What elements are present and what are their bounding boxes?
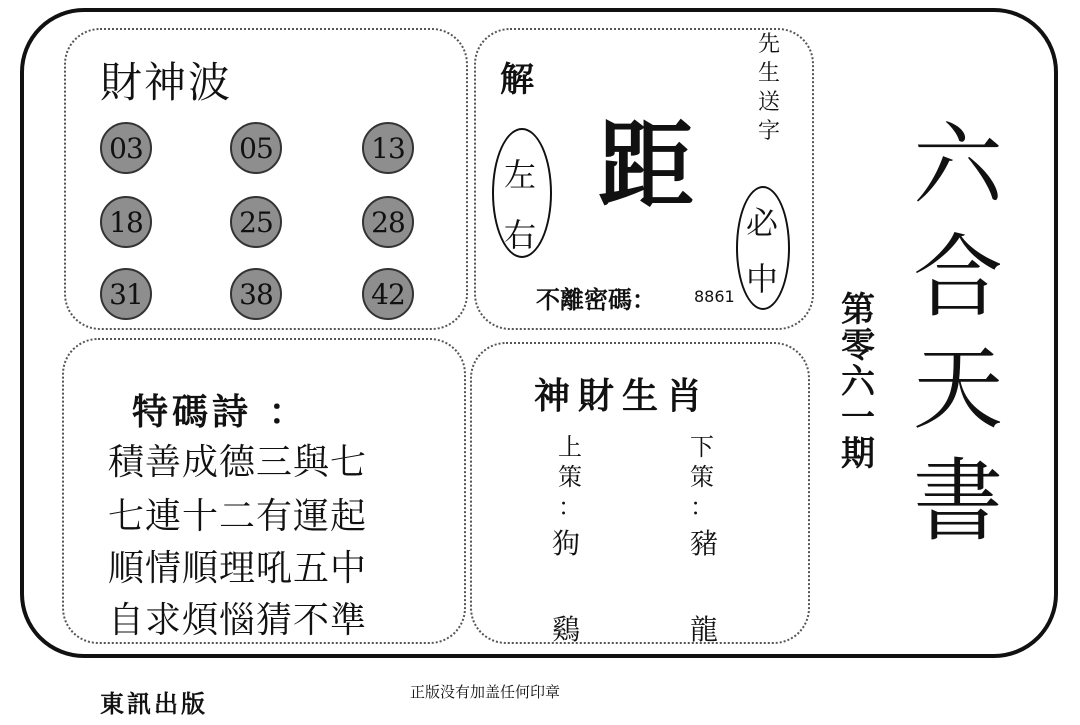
lower-strategy: 下 策 ： bbox=[690, 433, 714, 521]
lower-animal-1: 豬 bbox=[690, 527, 719, 560]
poem-title: 特碼詩 ： bbox=[132, 392, 309, 433]
poem-line: 七連十二有運起 bbox=[108, 496, 368, 537]
poem-line: 順情順理吼五中 bbox=[108, 548, 368, 589]
number-ball: 05 bbox=[230, 122, 282, 174]
poem-line: 自求煩惱猜不準 bbox=[108, 600, 368, 641]
number-ball: 42 bbox=[362, 268, 414, 320]
issue-number: 第 零 六 一 期 bbox=[841, 290, 875, 474]
nonleave-label: 不離密碼： bbox=[536, 286, 656, 314]
wave-title: 財神波 bbox=[100, 58, 233, 107]
publisher: 東訊出版 bbox=[100, 690, 208, 718]
hit-char: 中 bbox=[746, 260, 779, 298]
key-character: 距 bbox=[598, 110, 694, 222]
number-ball: 03 bbox=[100, 122, 152, 174]
right-char: 右 bbox=[504, 216, 537, 254]
number-ball: 38 bbox=[230, 268, 282, 320]
number-ball: 28 bbox=[362, 196, 414, 248]
solve-label: 解 bbox=[500, 60, 534, 100]
upper-strategy: 上 策 ： bbox=[558, 433, 582, 521]
teacher-text: 先 生 送 字 bbox=[757, 32, 780, 144]
upper-animal-2: 鷄 bbox=[552, 613, 581, 646]
must-char: 必 bbox=[746, 204, 779, 242]
nonleave-code: 8861 bbox=[694, 287, 735, 306]
number-ball: 31 bbox=[100, 268, 152, 320]
zodiac-title: 神財生肖 bbox=[534, 376, 711, 417]
number-ball: 18 bbox=[100, 196, 152, 248]
left-char: 左 bbox=[504, 156, 537, 194]
number-ball: 13 bbox=[362, 122, 414, 174]
lower-animal-2: 龍 bbox=[690, 613, 719, 646]
number-ball: 25 bbox=[230, 196, 282, 248]
upper-animal-1: 狗 bbox=[552, 527, 581, 560]
poem-line: 積善成德三與七 bbox=[108, 442, 368, 483]
authenticity-note: 正版没有加盖任何印章 bbox=[410, 683, 561, 701]
page-title: 六 合 天 書 bbox=[913, 113, 1003, 554]
